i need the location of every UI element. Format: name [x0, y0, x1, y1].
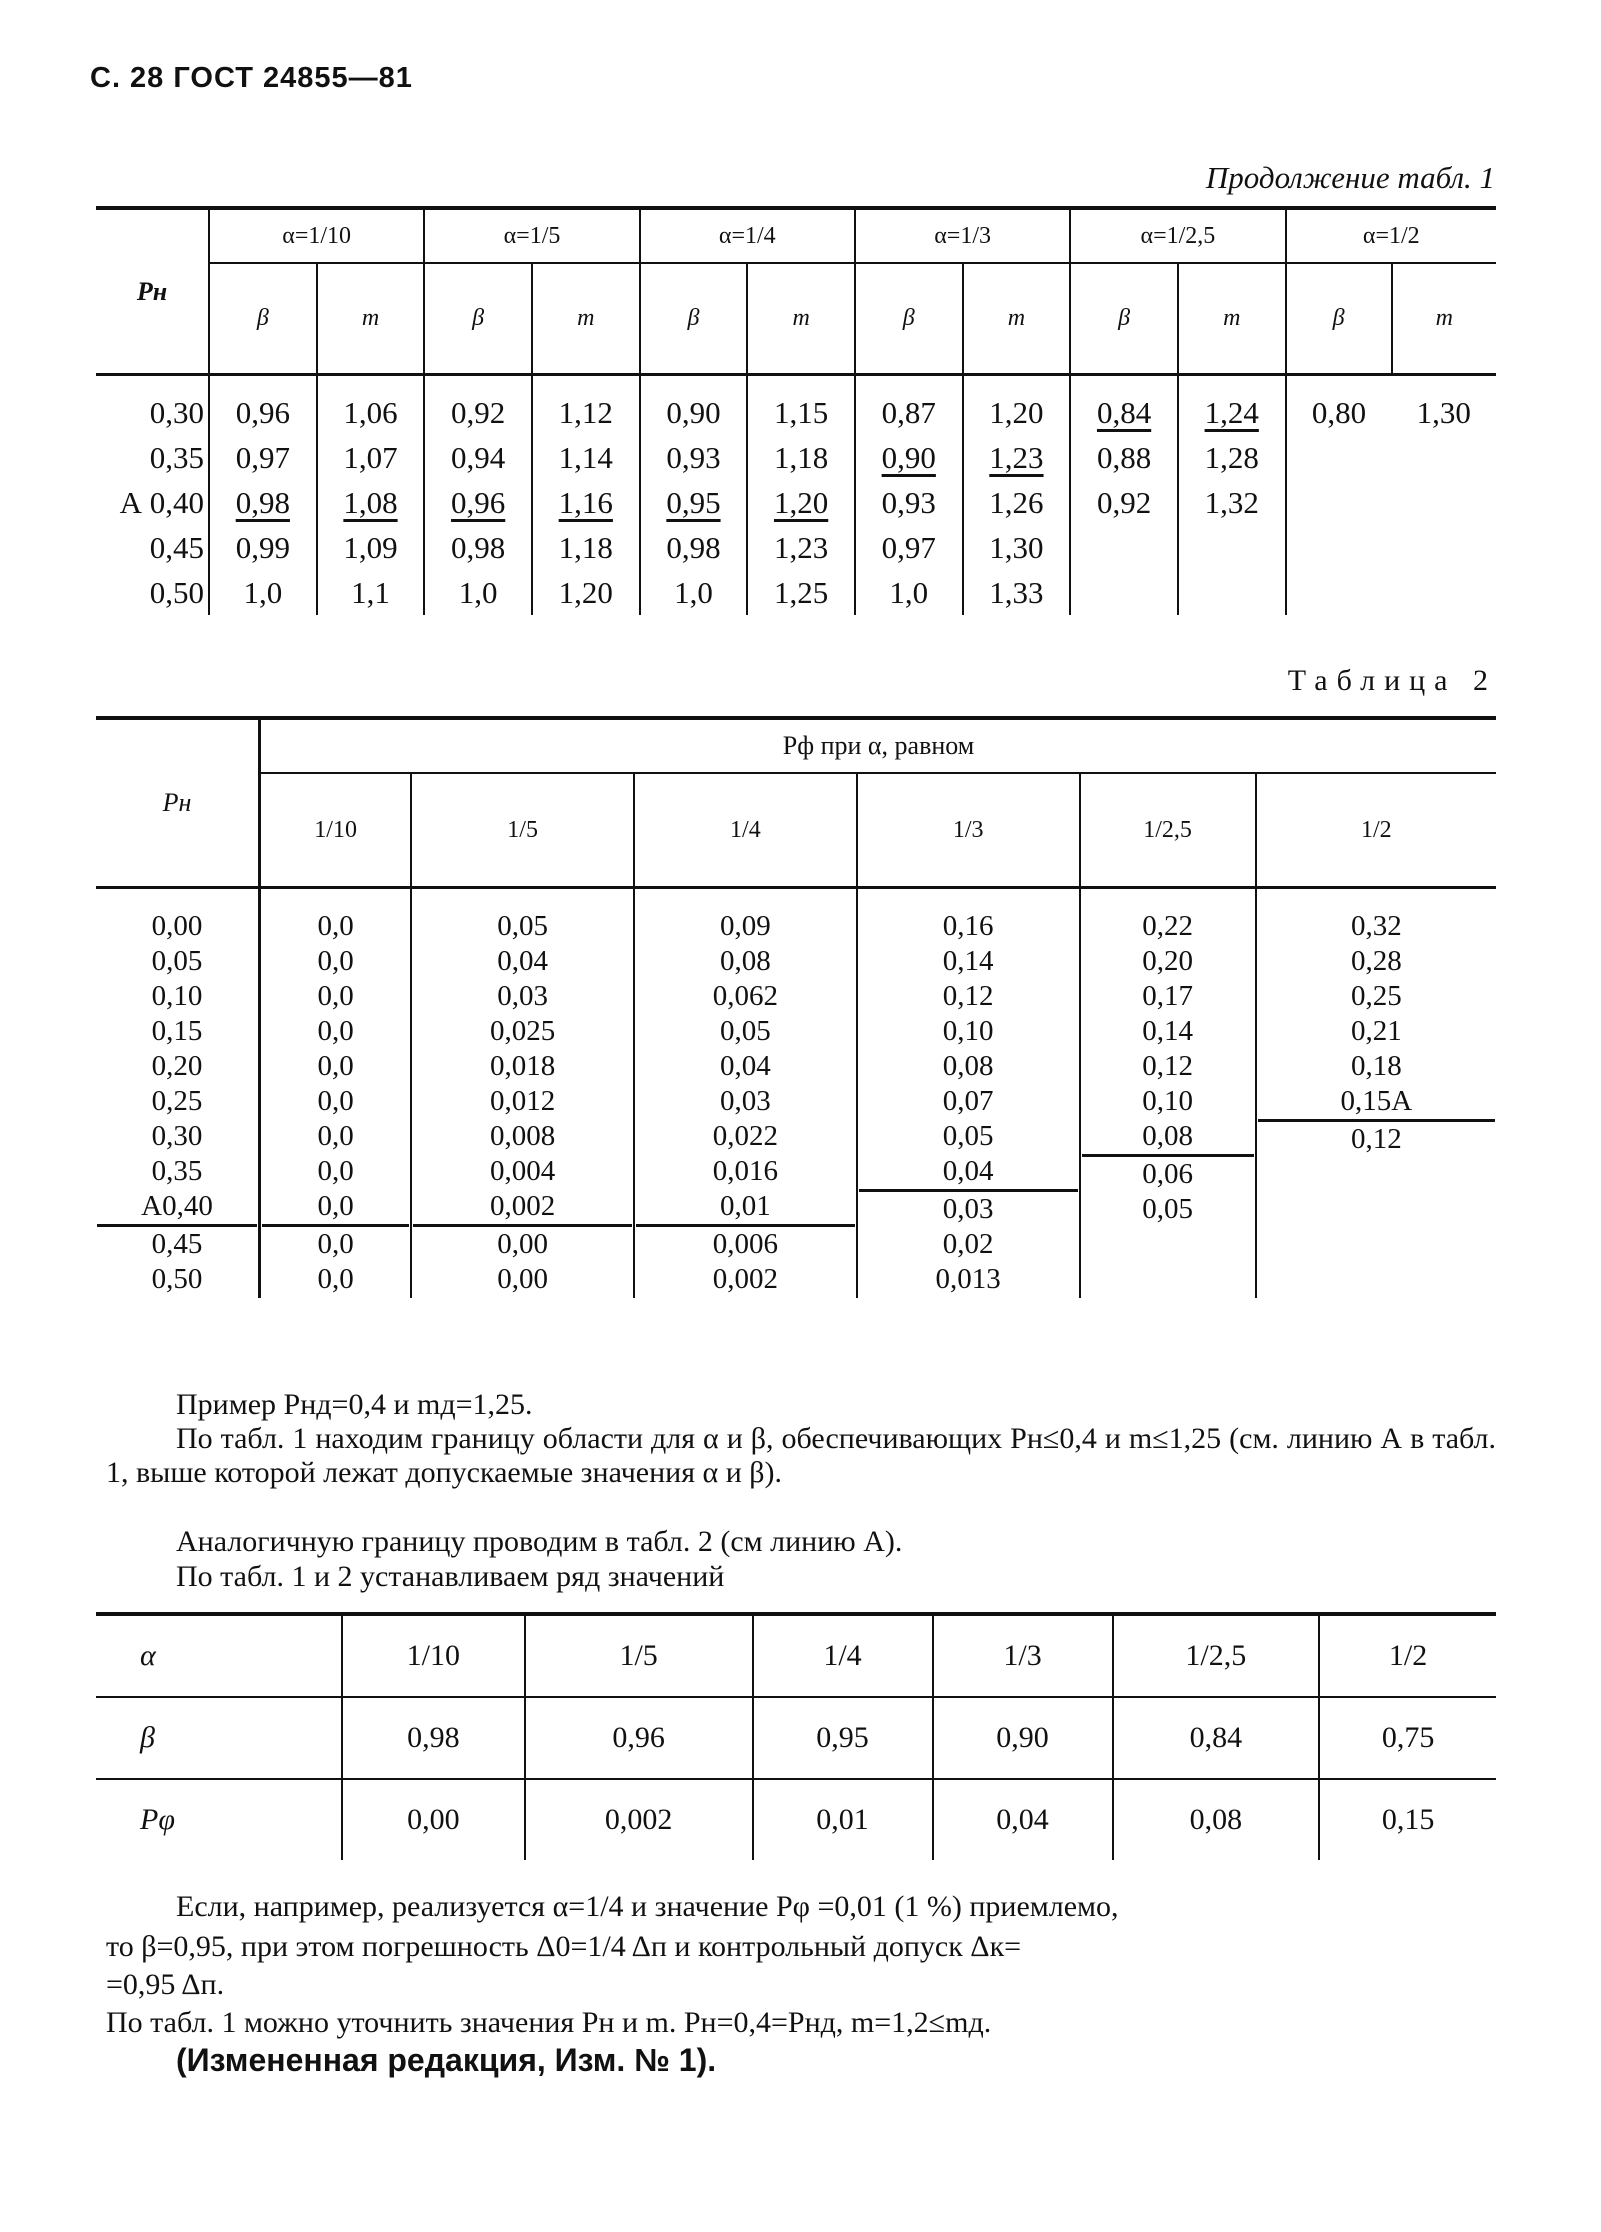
t1-beta-header: β — [640, 263, 748, 375]
table-row — [96, 435, 1496, 480]
t1-cell: 1,20 — [747, 480, 855, 525]
t1-cell: 1,32 — [1178, 480, 1286, 525]
paragraph-4a: Если, например, реализуется α=1/4 и значение Pφ =0,01 (1 %) приемлемо, — [176, 1890, 1119, 1923]
t2-cell: 0,12 — [942, 980, 994, 1012]
t1-cell: 1,25 — [747, 570, 855, 615]
t3-cell: 1/3 — [933, 1614, 1113, 1697]
t2-cell: 0,08 — [720, 945, 771, 977]
paragraph-2: Аналогичную границу проводим в табл. 2 (см линию А). — [176, 1525, 903, 1558]
amendment-note: (Измененная редакция, Изм. № 1). — [176, 2042, 717, 2078]
t1-cell — [1286, 480, 1392, 525]
t2-cell: 0,002 — [489, 1190, 556, 1222]
t1-cell: 0,88 — [1070, 435, 1178, 480]
t1-cell: 0,87 — [855, 375, 963, 436]
page-header: С. 28 ГОСТ 24855—81 — [90, 62, 413, 94]
t2-cell: 0,08 — [1142, 1120, 1193, 1152]
t2-cell: 0,0 — [317, 910, 354, 942]
t2-cell: 0,0 — [317, 1050, 354, 1082]
t2-cell: 0,0 — [317, 1190, 354, 1222]
t1-cell: 1,20 — [532, 570, 640, 615]
t1-cell: 1,23 — [963, 435, 1071, 480]
t2-alpha-header: 1/5 — [411, 773, 634, 888]
t1-cell: 1,24 — [1178, 375, 1286, 436]
t3-cell: 1/5 — [525, 1614, 753, 1697]
t2-p-value: 0,25 — [151, 1085, 203, 1117]
t2-p-value: 0,10 — [151, 980, 203, 1012]
t1-cell: 1,18 — [532, 525, 640, 570]
t1-cell: 1,09 — [317, 525, 425, 570]
t2-cell: 0,12 — [1258, 1119, 1495, 1157]
t3-cell: 0,96 — [525, 1697, 753, 1779]
t2-cell: 0,06 — [1082, 1154, 1254, 1192]
t1-cell — [1286, 570, 1392, 615]
table2-span-header: Pф при α, равном — [260, 718, 1497, 773]
t3-cell: 0,002 — [525, 1779, 753, 1860]
table1-continuation-caption: Продолжение табл. 1 — [1205, 160, 1495, 195]
t1-beta-header: β — [424, 263, 532, 375]
t1-cell: 1,12 — [532, 375, 640, 436]
table1-row-header: Pн — [96, 208, 209, 375]
t1-cell: 0,94 — [424, 435, 532, 480]
t1-cell: 0,96 — [209, 375, 317, 436]
t1-cell: 1,08 — [317, 480, 425, 525]
t1-cell: 1,07 — [317, 435, 425, 480]
t1-cell: 0,95 — [640, 480, 748, 525]
t1-alpha-header: α=1/5 — [424, 208, 639, 263]
t1-p-value: 0,30 — [149, 394, 204, 430]
t1-cell: 0,84 — [1070, 375, 1178, 436]
t1-m-header: m — [1392, 263, 1496, 375]
table-row — [96, 1697, 1496, 1779]
t2-cell: 0,21 — [1350, 1015, 1402, 1047]
t2-cell: 0,22 — [1142, 910, 1193, 942]
t2-p-value: 0,20 — [151, 1050, 203, 1082]
t1-p-value: 0,35 — [149, 439, 204, 475]
t2-cell: 0,14 — [1142, 1015, 1193, 1047]
t1-cell: 1,16 — [532, 480, 640, 525]
t1-cell — [1286, 525, 1392, 570]
t1-cell — [1070, 525, 1178, 570]
t1-m-header: m — [747, 263, 855, 375]
t1-cell — [1178, 570, 1286, 615]
t2-cell: 0,022 — [712, 1120, 778, 1152]
t1-cell: 0,96 — [424, 480, 532, 525]
t2-cell — [1258, 1192, 1495, 1227]
t3-cell: 0,08 — [1113, 1779, 1320, 1860]
t3-row-label: α — [96, 1614, 342, 1697]
table2-row-header: Pн — [96, 718, 260, 888]
t1-alpha-header: α=1/4 — [640, 208, 855, 263]
t2-cell: 0,05 — [497, 910, 548, 942]
t2-cell: 0,32 — [1350, 910, 1402, 942]
t1-beta-header: β — [1070, 263, 1178, 375]
t2-cell: 0,016 — [712, 1155, 778, 1187]
t1-cell: 1,14 — [532, 435, 640, 480]
t2-cell: 0,002 — [712, 1263, 778, 1295]
t1-cell: 0,90 — [640, 375, 748, 436]
t1-cell: 1,1 — [317, 570, 425, 615]
t3-cell: 0,95 — [753, 1697, 933, 1779]
t1-cell: 0,98 — [424, 525, 532, 570]
paragraph-1: По табл. 1 находим границу области для α и β, обеспечивающих Pн≤0,4 и m≤1,25 (см. линию А в табл. 1, выше которой лежат допускаемые значения α и β). — [106, 1422, 1496, 1489]
paragraph-5: По табл. 1 можно уточнить значения Pн и m. Pн=0,4=Pнд, m=1,2≤mд. — [106, 2006, 992, 2039]
paragraph-4c: =0,95 Δп. — [106, 1968, 225, 2001]
t2-cell: 0,00 — [497, 1263, 548, 1295]
t2-cell: 0,12 — [1142, 1050, 1193, 1082]
t2-cell: 0,03 — [859, 1189, 1078, 1227]
t1-m-header: m — [317, 263, 425, 375]
t2-p-value: 0,45 — [97, 1224, 257, 1262]
table-3 — [96, 1612, 1496, 1860]
t2-cell: 0,0 — [317, 1263, 354, 1295]
table2-caption: Таблица 2 — [1287, 664, 1497, 697]
t2-cell: 0,0 — [317, 1155, 354, 1187]
table-row — [96, 375, 1496, 436]
t1-beta-header: β — [855, 263, 963, 375]
t2-cell: 0,0 — [317, 945, 354, 977]
t1-cell: 1,18 — [747, 435, 855, 480]
t2-cell: 0,03 — [720, 1085, 771, 1117]
t2-p-value: А0,40 — [141, 1190, 213, 1222]
table-2 — [96, 716, 1496, 1298]
t2-cell: 0,02 — [942, 1228, 994, 1260]
t2-cell: 0,03 — [497, 980, 548, 1012]
t1-cell: 1,30 — [963, 525, 1071, 570]
t2-cell: 0,05 — [1142, 1193, 1193, 1225]
t1-alpha-header: α=1/10 — [209, 208, 424, 263]
t2-column — [857, 888, 1080, 1299]
t2-alpha-header: 1/3 — [857, 773, 1080, 888]
t1-p-value: 0,45 — [149, 529, 204, 565]
t2-cell — [1258, 1262, 1495, 1297]
t2-cell: 0,05 — [720, 1015, 771, 1047]
t1-cell: 1,23 — [747, 525, 855, 570]
t1-beta-header: β — [209, 263, 317, 375]
t2-cell: 0,013 — [935, 1263, 1001, 1295]
t2-p-value: 0,35 — [151, 1155, 203, 1187]
t3-cell: 0,15 — [1319, 1779, 1496, 1860]
t2-cell: 0,05 — [942, 1120, 994, 1152]
t3-row-label: β — [96, 1697, 342, 1779]
t1-cell — [1070, 570, 1178, 615]
t1-m-header: m — [1178, 263, 1286, 375]
t3-cell: 1/2,5 — [1113, 1614, 1320, 1697]
t2-cell: 0,25 — [1350, 980, 1402, 1012]
t1-cell: 1,26 — [963, 480, 1071, 525]
t1-cell: 1,0 — [209, 570, 317, 615]
t2-cell: 0,16 — [942, 910, 994, 942]
t1-cell — [1286, 435, 1392, 480]
t1-alpha-header: α=1/2,5 — [1070, 208, 1285, 263]
example-line: Пример Pнд=0,4 и mд=1,25. — [176, 1388, 533, 1421]
t2-cell: 0,0 — [317, 1120, 354, 1152]
t2-alpha-header: 1/2,5 — [1080, 773, 1256, 888]
t2-cell: 0,09 — [720, 910, 771, 942]
t2-cell: 0,14 — [942, 945, 994, 977]
t3-cell: 0,98 — [342, 1697, 525, 1779]
t1-cell: 0,97 — [209, 435, 317, 480]
t2-cell: 0,10 — [1142, 1085, 1193, 1117]
t1-cell: 1,28 — [1178, 435, 1286, 480]
t1-beta-header: β — [1286, 263, 1392, 375]
t2-cell: 0,062 — [712, 980, 778, 1012]
t1-cell: 0,92 — [1070, 480, 1178, 525]
t2-alpha-header: 1/4 — [634, 773, 857, 888]
t1-cell: 0,98 — [209, 480, 317, 525]
t2-cell: 0,0 — [262, 1224, 409, 1262]
t2-p-value: 0,30 — [151, 1120, 203, 1152]
t2-cell: 0,0 — [317, 980, 354, 1012]
t3-cell: 0,04 — [933, 1779, 1113, 1860]
t2-cell: 0,04 — [942, 1155, 994, 1187]
t1-cell: 1,0 — [640, 570, 748, 615]
t2-cell: 0,07 — [942, 1085, 994, 1117]
t1-cell: 1,0 — [424, 570, 532, 615]
t3-cell: 1/2 — [1319, 1614, 1496, 1697]
t1-m-header: m — [532, 263, 640, 375]
t2-column — [411, 888, 634, 1299]
t1-cell — [1392, 570, 1496, 615]
t1-cell — [1392, 525, 1496, 570]
t2-p-value: 0,15 — [151, 1015, 203, 1047]
t2-cell: 0,20 — [1142, 945, 1193, 977]
t2-cell: 0,15А — [1340, 1085, 1413, 1117]
t2-cell: 0,18 — [1350, 1050, 1402, 1082]
paragraph-3: По табл. 1 и 2 устанавливаем ряд значений — [176, 1560, 725, 1593]
t2-p-value: 0,50 — [151, 1263, 203, 1295]
t2-p-value: 0,00 — [151, 910, 203, 942]
t1-cell: 1,20 — [963, 375, 1071, 436]
t2-cell: 0,006 — [636, 1224, 855, 1262]
table-row — [96, 1779, 1496, 1860]
t1-cell: 1,15 — [747, 375, 855, 436]
table-row — [96, 480, 1496, 525]
table-row — [96, 525, 1496, 570]
t3-row-label: Pφ — [140, 1803, 175, 1836]
t1-cell — [1178, 525, 1286, 570]
t2-cell: 0,04 — [720, 1050, 771, 1082]
t1-cell: 0,93 — [855, 480, 963, 525]
t2-cell — [1082, 1262, 1254, 1297]
t2-column — [1080, 888, 1256, 1299]
t1-cell: 0,90 — [855, 435, 963, 480]
t2-cell: 0,018 — [489, 1050, 556, 1082]
t2-alpha-header: 1/2 — [1256, 773, 1496, 888]
t3-cell: 1/4 — [753, 1614, 933, 1697]
t2-alpha-header: 1/10 — [260, 773, 412, 888]
t2-cell: 0,025 — [489, 1015, 556, 1047]
t2-cell: 0,004 — [489, 1155, 556, 1187]
t1-alpha-header: α=1/2 — [1286, 208, 1496, 263]
t1-p-value: 0,50 — [149, 574, 204, 610]
t1-m-header: m — [963, 263, 1071, 375]
t2-p-column — [96, 888, 260, 1299]
t2-column — [634, 888, 857, 1299]
t3-cell: 0,84 — [1113, 1697, 1320, 1779]
t2-p-value: 0,05 — [151, 945, 203, 977]
paragraph-4b: то β=0,95, при этом погрешность Δ0=1/4 Δп и контрольный допуск Δк= — [106, 1930, 1022, 1963]
table-row — [96, 570, 1496, 615]
t1-cell: 0,80 — [1286, 375, 1392, 436]
t2-cell — [1082, 1227, 1254, 1262]
t1-cell: 0,97 — [855, 525, 963, 570]
t2-cell: 0,01 — [720, 1190, 771, 1222]
t1-cell — [1392, 480, 1496, 525]
t2-column — [260, 888, 412, 1299]
t1-cell: 1,30 — [1416, 394, 1471, 430]
t1-cell: 0,92 — [424, 375, 532, 436]
t1-alpha-header: α=1/3 — [855, 208, 1070, 263]
t2-cell: 0,012 — [489, 1085, 556, 1117]
t2-cell: 0,0 — [317, 1015, 354, 1047]
t2-column — [1256, 888, 1496, 1299]
t2-cell: 0,04 — [497, 945, 548, 977]
t2-cell: 0,08 — [942, 1050, 994, 1082]
t1-cell: 0,98 — [640, 525, 748, 570]
t3-cell: 0,01 — [753, 1779, 933, 1860]
t2-cell — [1258, 1227, 1495, 1262]
t1-cell: 1,33 — [963, 570, 1071, 615]
t1-cell: 0,99 — [209, 525, 317, 570]
t3-cell: 0,00 — [342, 1779, 525, 1860]
t2-cell: 0,17 — [1142, 980, 1193, 1012]
t1-cell: 1,06 — [317, 375, 425, 436]
t3-cell: 1/10 — [342, 1614, 525, 1697]
t2-cell: 0,10 — [942, 1015, 994, 1047]
t1-cell — [1392, 435, 1496, 480]
t1-cell: 0,93 — [640, 435, 748, 480]
t3-cell: 0,90 — [933, 1697, 1113, 1779]
t2-cell: 0,008 — [489, 1120, 556, 1152]
t1-cell: 1,0 — [855, 570, 963, 615]
table-row — [96, 1614, 1496, 1697]
t3-cell: 0,75 — [1319, 1697, 1496, 1779]
t2-cell: 0,00 — [413, 1224, 632, 1262]
table-1 — [96, 206, 1496, 615]
t1-p-value: А 0,40 — [119, 484, 204, 520]
t2-cell: 0,0 — [317, 1085, 354, 1117]
t2-cell: 0,28 — [1350, 945, 1402, 977]
t2-cell — [1258, 1157, 1495, 1192]
